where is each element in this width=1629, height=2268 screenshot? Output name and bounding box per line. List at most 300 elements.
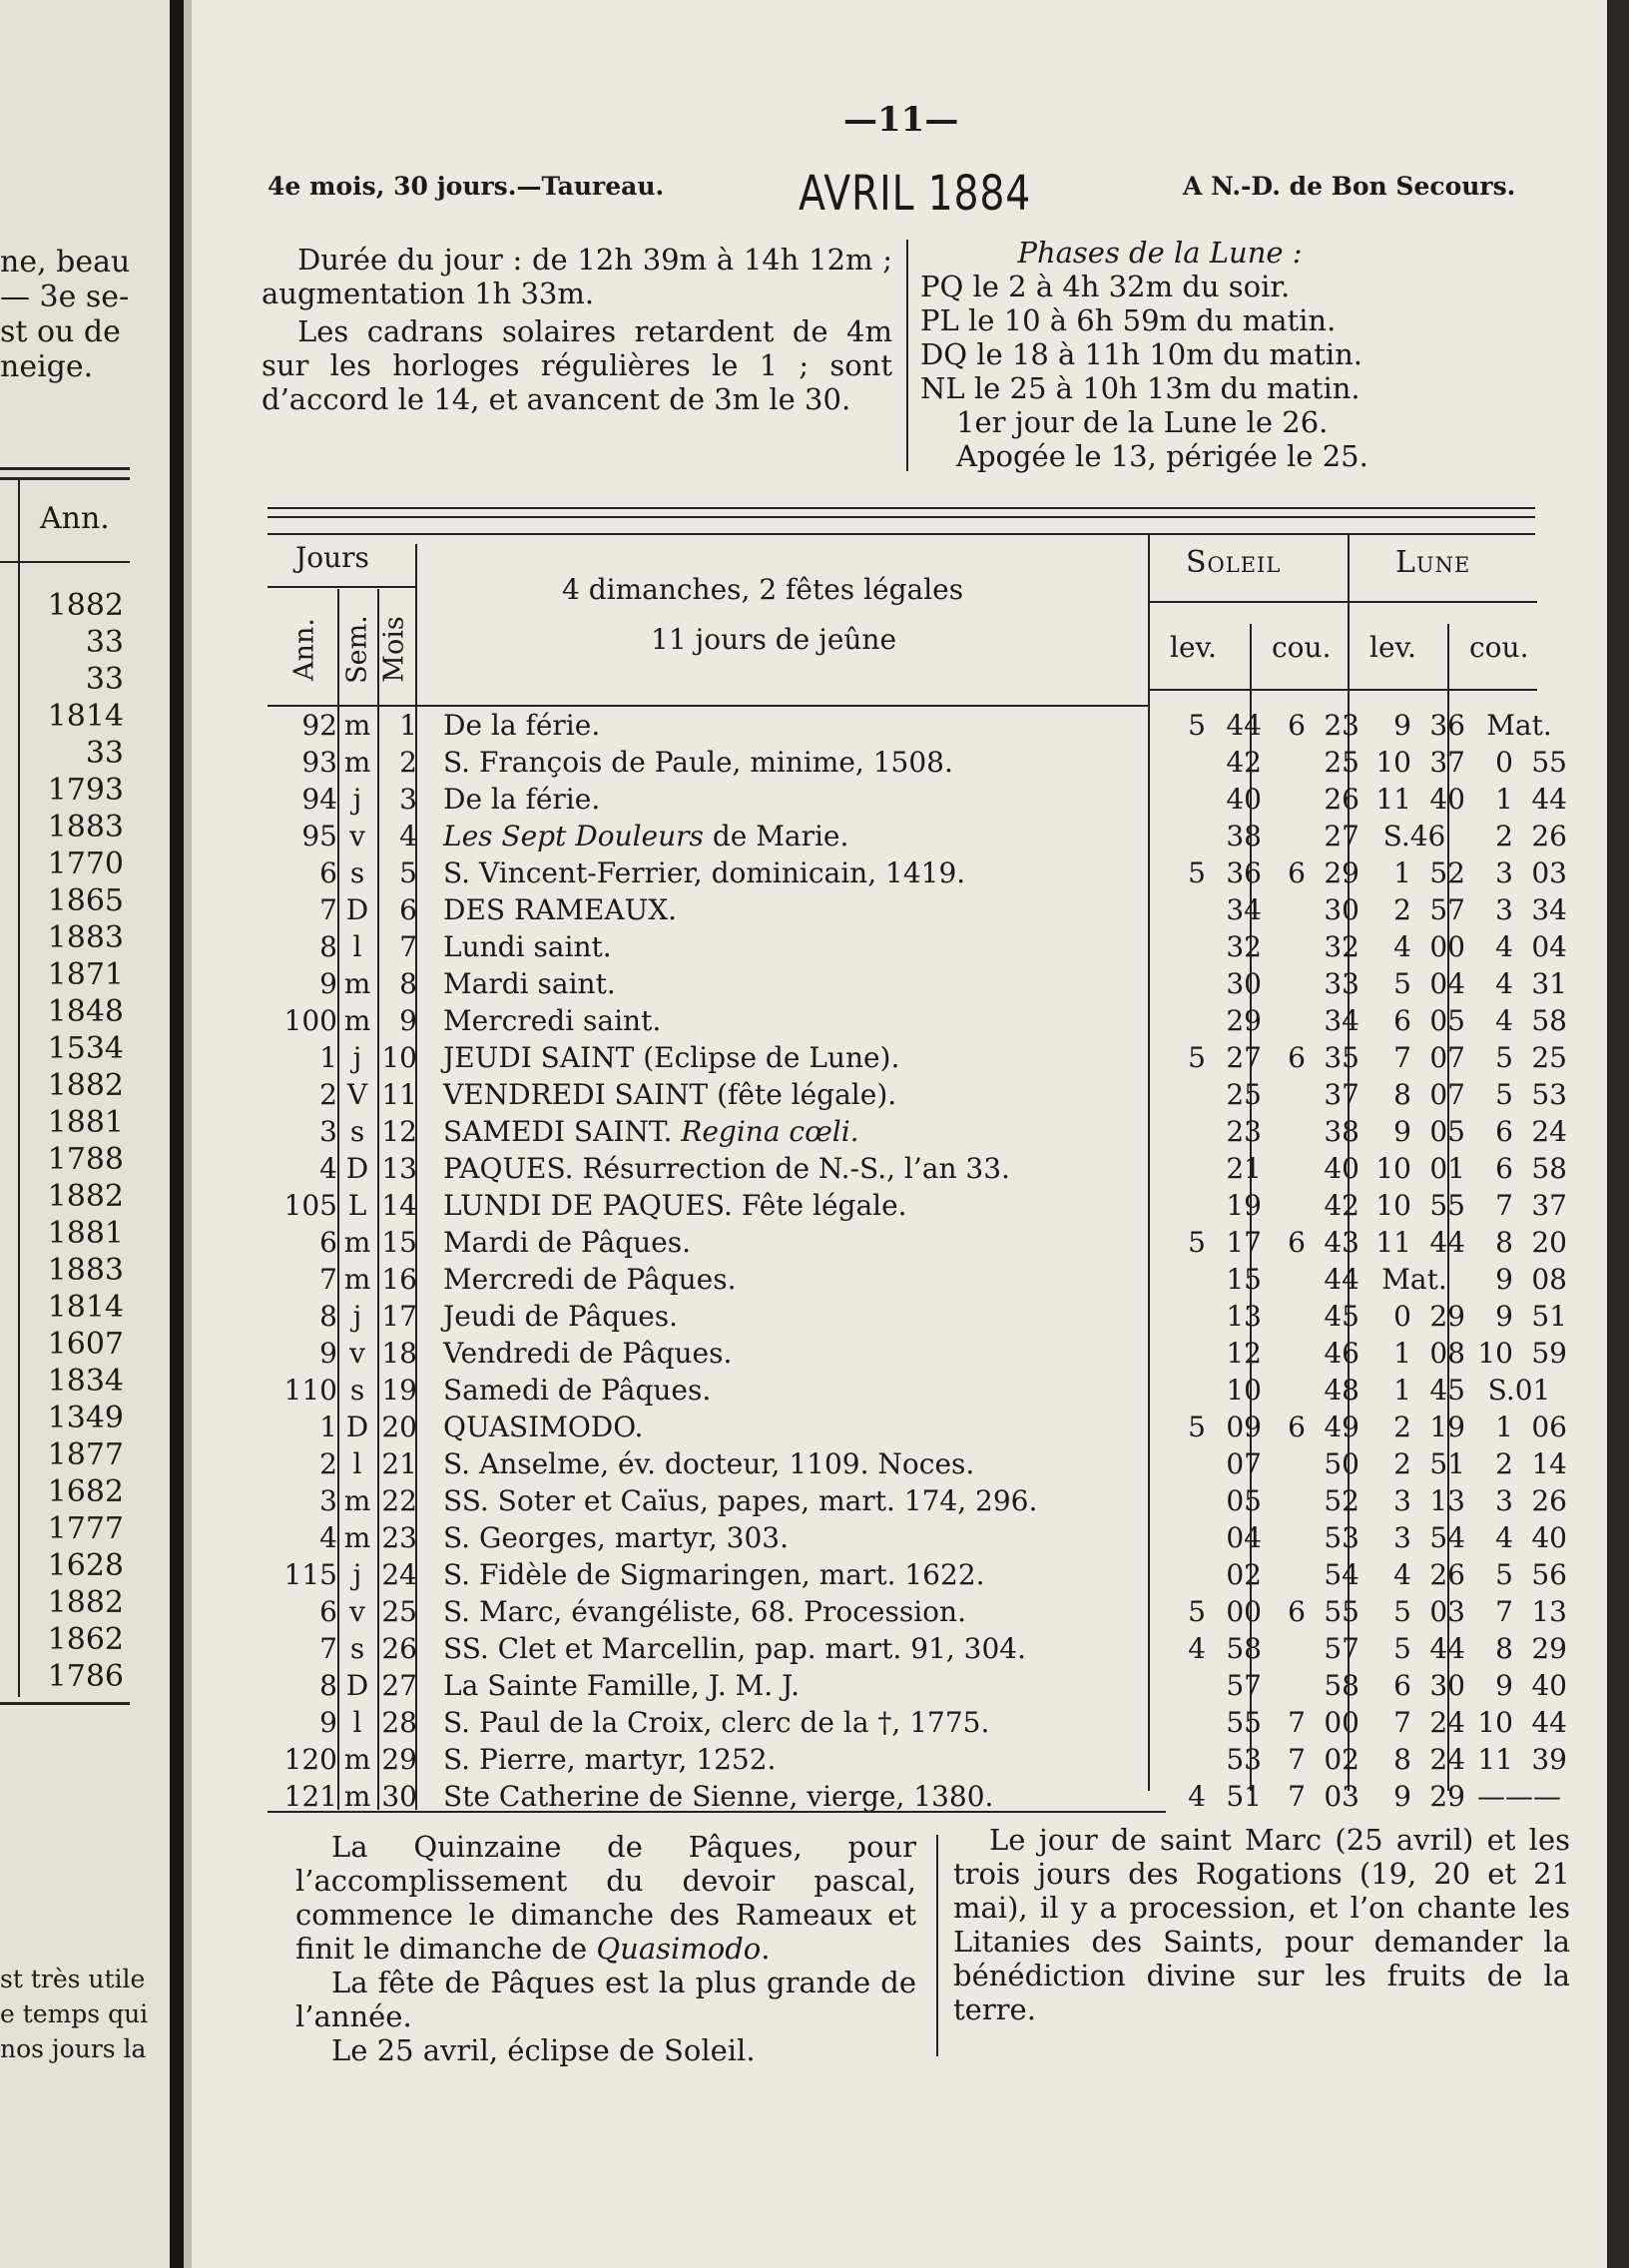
dedication: A N.-D. de Bon Secours.: [1183, 172, 1516, 201]
day-of-month: 18: [381, 1337, 417, 1370]
sunset-minute: 38: [1324, 1115, 1359, 1148]
moonrise: Mat.: [1381, 1263, 1447, 1296]
day-of-month: 19: [381, 1374, 417, 1407]
day-of-month: 26: [381, 1632, 417, 1665]
moonrise-minute: 00: [1429, 930, 1465, 963]
header-rule: [1148, 601, 1537, 603]
gutter-ann-value: 1786: [47, 1659, 124, 1694]
sunset-minute: 57: [1324, 1632, 1359, 1665]
moonrise-hour: 7: [1393, 1706, 1411, 1739]
sunrise-minute: 58: [1226, 1632, 1262, 1665]
gutter-ann-value: 1871: [47, 957, 124, 992]
day-of-month: 6: [399, 893, 417, 926]
sunset-minute: 55: [1324, 1595, 1359, 1628]
moon-phase-line: Apogée le 13, périgée le 25.: [956, 439, 1368, 473]
gutter-ann-value: 1777: [47, 1511, 124, 1546]
gutter-ann-value: 33: [85, 736, 124, 771]
sunrise-hour: 5: [1188, 856, 1206, 889]
feast-name: [443, 854, 965, 891]
sunset-hour: 6: [1288, 856, 1306, 889]
ann-header: Ann.: [288, 618, 320, 681]
sunset-minute: 29: [1324, 856, 1359, 889]
weekday-letter: D: [345, 1411, 369, 1443]
day-of-month: 27: [381, 1669, 417, 1702]
weekday-letter: v: [349, 1337, 365, 1370]
page-edge: [1607, 0, 1629, 2268]
moonset-hour: 9: [1495, 1263, 1513, 1296]
feast-name: [443, 1519, 789, 1556]
moonset-hour: 4: [1495, 1521, 1513, 1554]
feast-name: [443, 1741, 776, 1778]
feast-italic: Les Sept Douleurs: [443, 820, 704, 852]
moonrise-minute: 54: [1429, 1521, 1465, 1554]
sunrise-minute: 21: [1226, 1152, 1262, 1185]
weekday-letter: m: [343, 1521, 371, 1554]
gutter-ann-value: 1770: [47, 847, 124, 881]
sunset-minute: 37: [1324, 1078, 1359, 1111]
feast-text: Jeudi de Pâques.: [443, 1300, 679, 1333]
sunrise-minute: 51: [1226, 1780, 1262, 1813]
feast-name: [443, 781, 600, 818]
feast-text: VENDREDI SAINT (fête légale).: [443, 1078, 897, 1111]
feast-text: de Marie.: [703, 820, 849, 852]
sem-header: Sem.: [341, 615, 373, 684]
moonset-minute: 55: [1531, 746, 1567, 779]
day-of-month: 9: [399, 1004, 417, 1037]
day-of-month: 17: [381, 1300, 417, 1333]
feast-name: [443, 1335, 732, 1372]
feast-text: Mercredi de Pâques.: [443, 1263, 737, 1296]
sunrise-minute: 12: [1226, 1337, 1262, 1370]
table-row: [268, 1667, 1565, 1704]
table-row: [268, 1372, 1565, 1409]
weekday-letter: v: [349, 820, 365, 852]
day-of-month: 30: [381, 1780, 417, 1813]
weekday-letter: m: [343, 1263, 371, 1296]
moonrise-minute: 07: [1429, 1041, 1465, 1074]
gutter-ann-value: 33: [85, 662, 124, 697]
moonset-hour: 1: [1495, 783, 1513, 816]
page-title: AVRIL 1884: [799, 166, 1032, 222]
moonrise-hour: 5: [1393, 1595, 1411, 1628]
day-of-year: 2: [319, 1447, 337, 1480]
moonrise-minute: 08: [1429, 1337, 1465, 1370]
moonrise-minute: 07: [1429, 1078, 1465, 1111]
moonset-minute: 25: [1531, 1041, 1567, 1074]
gutter-ann-value: 1882: [47, 1585, 124, 1620]
moonrise-hour: 7: [1393, 1041, 1411, 1074]
moonset: S.01: [1487, 1374, 1551, 1407]
day-of-month: 4: [399, 820, 417, 852]
sunset-hour: 6: [1288, 709, 1306, 742]
sunrise-minute: 02: [1226, 1558, 1262, 1591]
moonrise-minute: 26: [1429, 1558, 1465, 1591]
day-of-year: 2: [319, 1078, 337, 1111]
feast-text: QUASIMODO.: [443, 1411, 644, 1443]
page-number: —11—: [843, 100, 959, 140]
note-text: .: [761, 1932, 771, 1966]
gutter-text: st très utile: [0, 1965, 146, 1993]
moonrise-hour: 5: [1393, 1632, 1411, 1665]
sunset-hour: 6: [1288, 1226, 1306, 1259]
moonrise-minute: 29: [1429, 1780, 1465, 1813]
gutter-text: — 3e se-: [0, 280, 130, 314]
soleil-lev-header: lev.: [1170, 631, 1217, 664]
day-of-year: 3: [319, 1115, 337, 1148]
day-of-year: 6: [319, 1226, 337, 1259]
feast-name: [443, 1630, 1026, 1667]
sunrise-minute: 00: [1226, 1595, 1262, 1628]
moonset-minute: 13: [1531, 1595, 1567, 1628]
feast-name: [443, 965, 616, 1002]
weekday-letter: m: [343, 1226, 371, 1259]
moonrise-minute: 57: [1429, 893, 1465, 926]
moonrise-hour: 6: [1393, 1004, 1411, 1037]
moonrise-hour: 4: [1393, 930, 1411, 963]
table-row: [268, 1298, 1565, 1335]
weekday-letter: j: [352, 1558, 362, 1591]
moonset-minute: 40: [1531, 1669, 1567, 1702]
weekday-letter: s: [349, 1632, 365, 1665]
header-rule: [1148, 689, 1537, 691]
sunrise-hour: 5: [1188, 1226, 1206, 1259]
moonset-minute: 26: [1531, 820, 1567, 852]
feast-text: Ste Catherine de Sienne, vierge, 1380.: [443, 1780, 994, 1813]
sunrise-minute: 17: [1226, 1226, 1262, 1259]
moonset-hour: 5: [1495, 1078, 1513, 1111]
feast-name: [443, 1667, 800, 1704]
moonset-hour: 3: [1495, 893, 1513, 926]
day-of-month: 25: [381, 1595, 417, 1628]
table-row: [268, 928, 1565, 965]
day-of-year: 115: [283, 1558, 337, 1591]
weekday-letter: D: [345, 1669, 369, 1702]
weekday-letter: D: [345, 893, 369, 926]
moonrise-hour: 1: [1393, 1337, 1411, 1370]
moonrise-minute: 24: [1429, 1743, 1465, 1776]
table-row: [268, 1409, 1565, 1445]
table-row: [268, 1002, 1565, 1039]
feast-name: [443, 1113, 859, 1150]
feast-name: [443, 1409, 643, 1445]
sunrise-minute: 09: [1226, 1411, 1262, 1443]
feast-text: S. François de Paule, minime, 1508.: [443, 746, 953, 779]
moonset-hour: 4: [1495, 930, 1513, 963]
sunrise-hour: 4: [1188, 1632, 1206, 1665]
moonset-minute: 26: [1531, 1484, 1567, 1517]
day-of-month: 16: [381, 1263, 417, 1296]
moonrise-hour: 10: [1375, 1152, 1411, 1185]
feast-text: Lundi saint.: [443, 930, 612, 963]
feast-text: S. Marc, évangéliste, 68. Procession.: [443, 1595, 966, 1628]
book-spine: [170, 0, 184, 2268]
jours-header: Jours: [295, 541, 369, 574]
sunrise-minute: 57: [1226, 1669, 1262, 1702]
moonset-hour: 7: [1495, 1189, 1513, 1222]
feast-text: De la férie.: [443, 709, 601, 742]
day-of-month: 7: [399, 930, 417, 963]
moonset-hour: 6: [1495, 1152, 1513, 1185]
moonrise-minute: 52: [1429, 856, 1465, 889]
lune-lev-header: lev.: [1369, 631, 1416, 664]
gutter-text: neige.: [0, 349, 94, 384]
day-of-month: 8: [399, 967, 417, 1000]
note-italic: Quasimodo: [596, 1932, 762, 1966]
table-row: [268, 1076, 1565, 1113]
moonset-minute: 56: [1531, 1558, 1567, 1591]
feast-name: [443, 1076, 896, 1113]
day-of-year: 110: [283, 1374, 337, 1407]
feast-name: [443, 818, 848, 854]
moonrise-hour: 11: [1375, 1226, 1411, 1259]
feast-name: [443, 891, 677, 928]
gutter-ann-value: 1883: [47, 920, 124, 955]
feast-text: JEUDI SAINT (Eclipse de Lune).: [443, 1041, 900, 1074]
gutter-text: e temps qui: [0, 1999, 149, 2028]
weekday-letter: j: [352, 783, 362, 816]
facing-page-fragment: [0, 0, 170, 2268]
feast-text: S. Paul de la Croix, clerc de la †, 1775.: [443, 1706, 990, 1739]
day-of-month: 13: [381, 1152, 417, 1185]
feast-name: [443, 1593, 966, 1630]
day-of-year: 95: [301, 820, 337, 852]
sunrise-minute: 15: [1226, 1263, 1262, 1296]
weekday-letter: l: [352, 1706, 362, 1739]
sunset-minute: 50: [1324, 1447, 1359, 1480]
sunset-minute: 03: [1324, 1780, 1359, 1813]
moonrise-minute: 24: [1429, 1706, 1465, 1739]
feast-text: Samedi de Pâques.: [443, 1374, 712, 1407]
moonset-hour: 2: [1495, 820, 1513, 852]
feast-name: [443, 744, 953, 781]
day-of-year: 9: [319, 1706, 337, 1739]
gutter-rule: [0, 467, 130, 470]
month-info: 4e mois, 30 jours.—Taureau.: [268, 172, 665, 201]
weekday-letter: s: [349, 1374, 365, 1407]
moonrise-minute: 05: [1429, 1115, 1465, 1148]
feast-name: [443, 1704, 989, 1741]
day-of-year: 8: [319, 1300, 337, 1333]
moonset: Mat.: [1486, 709, 1552, 742]
feast-text: La Sainte Famille, J. M. J.: [443, 1669, 801, 1702]
sunset-minute: 43: [1324, 1226, 1359, 1259]
gutter-ann-header: Ann.: [40, 501, 110, 536]
table-top-rule: [268, 507, 1535, 509]
sunset-minute: 48: [1324, 1374, 1359, 1407]
moonrise-hour: 10: [1375, 746, 1411, 779]
moonrise-minute: 37: [1429, 746, 1465, 779]
moonset-minute: 44: [1531, 1706, 1567, 1739]
sunset-minute: 45: [1324, 1300, 1359, 1333]
moonset-hour: 5: [1495, 1558, 1513, 1591]
feast-text: Mercredi saint.: [443, 1004, 662, 1037]
gutter-ann-column: [0, 587, 130, 1695]
table-row: [268, 1556, 1565, 1593]
table-row: [268, 1187, 1565, 1224]
sunrise-minute: 27: [1226, 1041, 1262, 1074]
table-row: [268, 818, 1565, 854]
intro-text: [262, 243, 892, 416]
day-of-year: 9: [319, 967, 337, 1000]
feast-name: [443, 707, 600, 744]
moonrise-minute: 44: [1429, 1226, 1465, 1259]
moonset-minute: 04: [1531, 930, 1567, 963]
gutter-ann-value: 1883: [47, 810, 124, 845]
sunset-minute: 35: [1324, 1041, 1359, 1074]
sunrise-minute: 40: [1226, 783, 1262, 816]
day-of-year: 4: [319, 1521, 337, 1554]
note-quinzaine: [295, 1830, 916, 1966]
gutter-ann-value: 1628: [47, 1548, 124, 1583]
soleil-cou-header: cou.: [1272, 631, 1332, 664]
moonset-hour: 9: [1495, 1300, 1513, 1333]
moonrise-hour: 6: [1393, 1669, 1411, 1702]
day-of-year: 4: [319, 1152, 337, 1185]
moonset-minute: 03: [1531, 856, 1567, 889]
gutter-ann-value: 1814: [47, 1290, 124, 1325]
moonrise-hour: 1: [1393, 856, 1411, 889]
day-of-year: 7: [319, 1632, 337, 1665]
moonrise-minute: 03: [1429, 1595, 1465, 1628]
table-row: [268, 1113, 1565, 1150]
day-of-year: 6: [319, 856, 337, 889]
sunrise-minute: 42: [1226, 746, 1262, 779]
sunrise-hour: 5: [1188, 1041, 1206, 1074]
sunset-minute: 52: [1324, 1484, 1359, 1517]
feast-name: [443, 1556, 985, 1593]
day-of-year: 94: [301, 783, 337, 816]
sunrise-minute: 38: [1226, 820, 1262, 852]
sunset-hour: 7: [1288, 1706, 1306, 1739]
moonrise-hour: 2: [1393, 893, 1411, 926]
moonset-minute: 24: [1531, 1115, 1567, 1148]
day-of-year: 7: [319, 1263, 337, 1296]
gutter-ann-value: 1877: [47, 1437, 124, 1472]
gutter-ann-value: 1881: [47, 1105, 124, 1140]
moonrise-hour: 3: [1393, 1521, 1411, 1554]
gutter-rule: [0, 561, 130, 563]
day-of-month: 14: [381, 1189, 417, 1222]
feast-name: [443, 1778, 993, 1815]
day-of-month: 1: [399, 709, 417, 742]
gutter-ann-value: 1882: [47, 1179, 124, 1214]
sunset-hour: 7: [1288, 1780, 1306, 1813]
day-of-year: 92: [301, 709, 337, 742]
day-of-year: 100: [283, 1004, 337, 1037]
gutter-ann-value: 1834: [47, 1364, 124, 1399]
moonrise-minute: 30: [1429, 1669, 1465, 1702]
moonset-hour: 10: [1477, 1706, 1513, 1739]
moon-phases-title: Phases de la Lune :: [1017, 236, 1303, 270]
feast-name: [443, 1039, 899, 1076]
table-subtitle-1: 4 dimanches, 2 fêtes légales: [562, 573, 964, 606]
table-row: [268, 1778, 1565, 1815]
sunrise-hour: 4: [1188, 1780, 1206, 1813]
sunrise-hour: 5: [1188, 1595, 1206, 1628]
weekday-letter: m: [343, 1743, 371, 1776]
moonset-hour: 3: [1495, 856, 1513, 889]
moonrise-hour: 9: [1393, 1115, 1411, 1148]
sunset-hour: 7: [1288, 1743, 1306, 1776]
moon-phase-line: DQ le 18 à 11h 10m du matin.: [920, 337, 1363, 371]
feast-name: [443, 1261, 737, 1298]
sunset-minute: 34: [1324, 1004, 1359, 1037]
sunrise-minute: 13: [1226, 1300, 1262, 1333]
day-of-month: 5: [399, 856, 417, 889]
moon-phases: [920, 236, 1399, 473]
day-of-year: 8: [319, 1669, 337, 1702]
table-row: [268, 891, 1565, 928]
sunrise-minute: 36: [1226, 856, 1262, 889]
feast-name: [443, 1298, 678, 1335]
gutter-ann-value: 1882: [47, 588, 124, 623]
gutter-text: nos jours la: [0, 2034, 147, 2063]
day-of-month: 24: [381, 1558, 417, 1591]
moonrise-hour: 3: [1393, 1484, 1411, 1517]
sunset-minute: 02: [1324, 1743, 1359, 1776]
moonset-minute: 40: [1531, 1521, 1567, 1554]
lune-cou-header: cou.: [1469, 631, 1529, 664]
day-length-paragraph: Durée du jour : de 12h 39m à 14h 12m ; augmentation 1h 33m.: [262, 243, 892, 310]
day-of-year: 1: [319, 1411, 337, 1443]
day-of-month: 20: [381, 1411, 417, 1443]
sunrise-minute: 32: [1226, 930, 1262, 963]
header-rule: [268, 586, 415, 588]
moonset-hour: 8: [1495, 1226, 1513, 1259]
moonrise-hour: 0: [1393, 1300, 1411, 1333]
moonrise-minute: 13: [1429, 1484, 1465, 1517]
sunrise-minute: 29: [1226, 1004, 1262, 1037]
table-row: [268, 1704, 1565, 1741]
sundial-paragraph: Les cadrans solaires retardent de 4m sur les horloges régulières le 1 ; sont d’accord le 14, et avancent de 3m le 30.: [262, 314, 892, 416]
feast-name: [443, 1187, 907, 1224]
sunset-hour: 6: [1288, 1411, 1306, 1443]
table-row: [268, 1150, 1565, 1187]
gutter-ann-value: 1848: [47, 994, 124, 1029]
day-of-year: 8: [319, 930, 337, 963]
table-row: [268, 1519, 1565, 1556]
day-of-year: 120: [283, 1743, 337, 1776]
moonset-hour: 1: [1495, 1411, 1513, 1443]
moonset-hour: 5: [1495, 1041, 1513, 1074]
moonrise-minute: 36: [1429, 709, 1465, 742]
table-row: [268, 1593, 1565, 1630]
feast-text: SS. Soter et Caïus, papes, mart. 174, 296.: [443, 1484, 1038, 1517]
right-notes: [953, 1823, 1570, 2026]
sunset-hour: 6: [1288, 1041, 1306, 1074]
moon-phase-line: PL le 10 à 6h 59m du matin.: [920, 303, 1337, 337]
weekday-letter: m: [343, 746, 371, 779]
day-of-month: 12: [381, 1115, 417, 1148]
feast-text: PAQUES. Résurrection de N.-S., l’an 33.: [443, 1152, 1010, 1185]
feast-text: DES RAMEAUX.: [443, 893, 678, 926]
table-row: [268, 1335, 1565, 1372]
calendar-rows: [268, 707, 1565, 1815]
weekday-letter: s: [349, 856, 365, 889]
moonset-hour: 7: [1495, 1595, 1513, 1628]
sunset-minute: 40: [1324, 1152, 1359, 1185]
day-of-month: 21: [381, 1447, 417, 1480]
gutter-ann-value: 1788: [47, 1142, 124, 1177]
table-row: [268, 965, 1565, 1002]
weekday-letter: m: [343, 967, 371, 1000]
moonset-minute: 59: [1531, 1337, 1567, 1370]
moonset-minute: 53: [1531, 1078, 1567, 1111]
sunset-minute: 44: [1324, 1263, 1359, 1296]
table-row: [268, 1445, 1565, 1482]
moonrise-minute: 44: [1429, 1632, 1465, 1665]
table-row: [268, 744, 1565, 781]
